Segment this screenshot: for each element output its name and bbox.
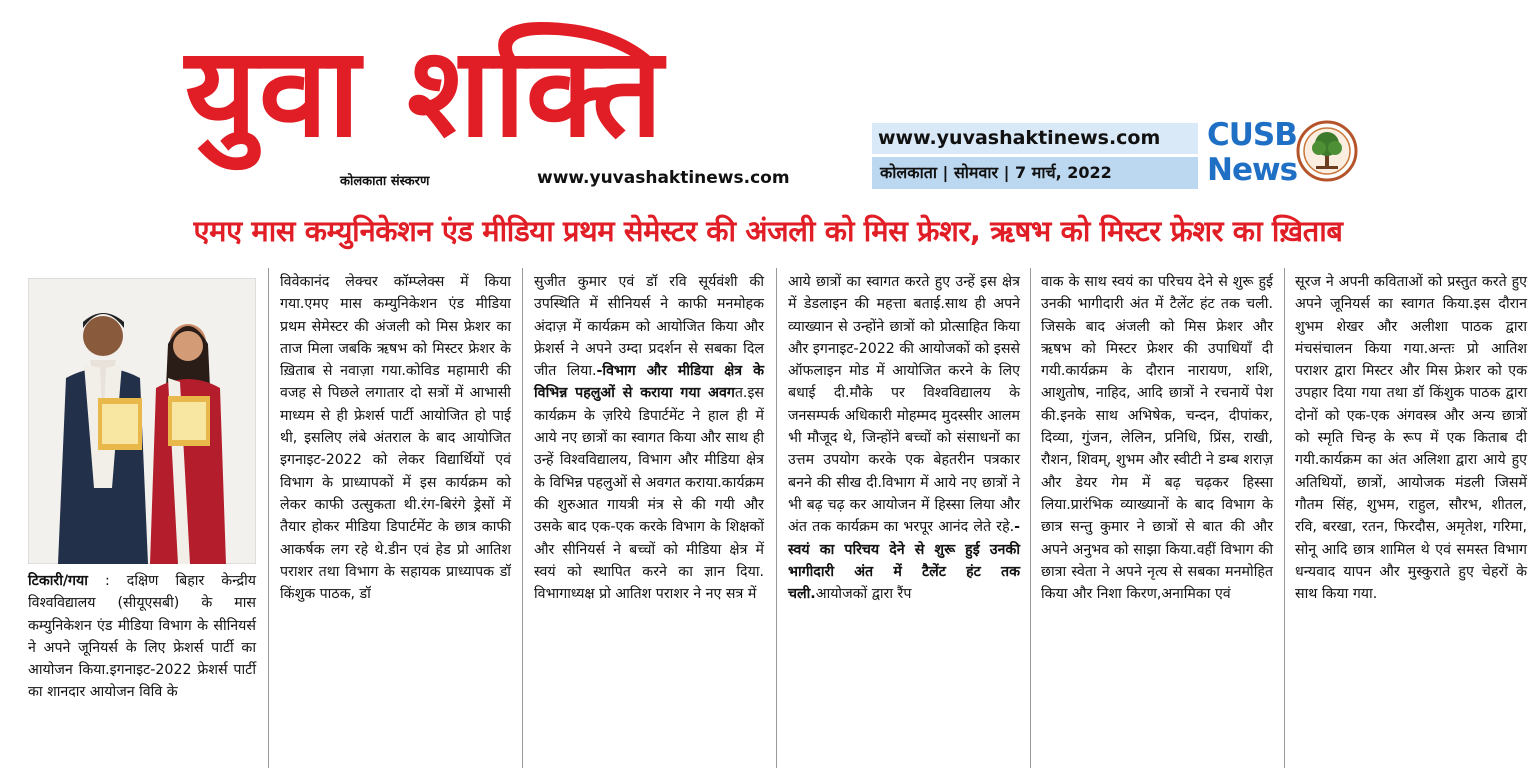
badge-line1: CUSB (1207, 117, 1297, 153)
newspaper-title: युवा शक्ति (185, 21, 665, 165)
article-column-2: विवेकानंद लेक्चर कॉम्प्लेक्स में किया गया.एमए मास कम्युनिकेशन एंड मीडिया प्रथम सेमेस्टर की अंजली को मिस फ्रेशर का ताज मिला जबकि ऋषभ को मिस्टर फ्रेशर के ख़िताब से नवाज़ा गया.कोविड महामारी की वजह से पिछले लगातार दो सत्रों में आभासी माध्यम से ही फ्रेशर्स पार्टी आयोजित हो पाई थी, इसलिए लंबे अंतराल के बाद आयोजित इगनाइट-2022 को लेकर विद्यार्थियों एवं विभाग के प्राध्यापकों में इस कार्यक्रम को लेकर काफी उत्सुकता थी.रंग-बिरंगे ड्रेसों में तैयार होकर मीडिया डिपार्टमेंट के छात्र काफी आकर्षक लग रहे थे.डीन एवं हेड प्रो आतिश पराशर तथा विभाग के सहायक प्राध्यापक डॉ किंशुक पाठक, डॉ (280, 274, 511, 603)
article-place-lead: टिकारी/गया (28, 573, 88, 589)
column-4-text-a: आये छात्रों का स्वागत करते हुए उन्हें इस क्षेत्र में डेडलाइन की महत्ता बताई.साथ ही अपने व्याख्यान से उन्होंने छात्रों को प्रोत्साहित किया और इगनाइट-2022 की आयोजकों को इससे ऑफलाइन मोड में आयोजित करने के लिए बधाई दी.मौके पर विश्वविद्यालय के जनसम्पर्क अधिकारी मोहम्मद मुदस्सीर आलम भी मौजूद थे, जिन्होंने बच्चों को संसाधनों का उत्तम उपयोग करके एक बेहतरीन पत्रकार बनने की सीख दी.विभाग में आये नए छात्रों ने भी बढ़ चढ़ कर आयोजन में हिस्सा लिया और अंत तक कार्यक्रम का भरपूर आनंद लेते रहे. (788, 274, 1020, 536)
article-column-6: सूरज ने अपनी कविताओं को प्रस्तुत करते हुए अपने जूनियर्स का स्वागत किया.इस दौरान शुभम शेखर और अलीशा पाठक द्वारा मंचसंचालन किया गया.अन्तः प्रो आतिश पराशर द्वारा मिस्टर और मिस फ्रेशर को एक उपहार दिया गया तथा डॉ किंशुक पाठक द्वारा दोनों को एक-एक अंगवस्त्र और अन्य छात्रों को स्मृति चिन्ह के रूप में एक किताब दी गयी.कार्यक्रम का अंत अलिशा द्वारा आये हुए अतिथियों, छात्रों, आयोजक मंडली जिसमें गौतम सिंह, शुभम, राहुल, सौरभ, शीतल, रवि, बरखा, रतन, फिरदौस, अमृतेश, गरिमा, सोनू आदि छात्र शामिल थे एवं समस्त विभाग धन्यवाद यापन और मुस्कुराते हुए चेहरों के साथ किया गया. (1295, 274, 1527, 603)
column-3-subhead: -विभाग और मीडिया क्षेत्र के विभिन्न पहलुओं से कराया गया अवग (534, 363, 764, 402)
article-column-5: वाक के साथ स्वयं का परिचय देने से शुरू हुई उनकी भागीदारी अंत में टैलेंट हंट तक चली. जिसके बाद अंजली को मिस फ्रेशर और ऋषभ को मिस्टर फ्रेशर की उपाधियाँ दी गयी.कार्यक्रम के दौरान नारायण, शशि, आशुतोष, नाहिद, आदि छात्रों ने रचनायें पेश की.इनके साथ अभिषेक, चन्दन, दीपांकर, दिव्या, गुंजन, लेलिन, प्रनिधि, प्रिंस, राखी, रौशन, शिवम्, शुभम और स्वीटी ने डम्ब शराज़ और डेयर गेम में बढ़ चढ़कर हिस्सा लिया.प्रारंभिक व्याख्यानों के बाद विभाग के छात्र सन्तु कुमार ने छात्रों से बात की और अपने अनुभव को साझा किया.वहीं विभाग की छात्रा स्वेता ने अपने नृत्य से सबका मनमोहित किया और निशा किरण,अनामिका एवं (1041, 274, 1273, 603)
top-website-band: www.yuvashaktinews.com (872, 123, 1198, 154)
badge-line2: News (1207, 152, 1298, 188)
column-3-text-b: त.इस कार्यक्रम के ज़रिये डिपार्टमेंट ने हाल ही में आये नए छात्रों का स्वागत किया और साथ ही उन्हें विश्वविद्यालय, विभाग और मीडिया क्षेत्र के विभिन्न पहलुओं से अवगत कराया.कार्यक्रम की शुरुआत गायत्री मंत्र से की गयी और उसके बाद एक-एक करके विभाग के शिक्षकों और सीनियर्स ने बच्चों को मीडिया क्षेत्र में स्वयं को स्थापित करने का ज्ञान दिया. विभागाध्यक्ष प्रो आतिश पराशर ने नए सत्र में (534, 385, 764, 603)
article-headline: एमए मास कम्युनिकेशन एंड मीडिया प्रथम सेमेस्टर की अंजली को मिस फ्रेशर, ऋषभ को मिस्टर फ्रेशर का ख़िताब (193, 214, 1343, 248)
column-divider (1030, 268, 1031, 768)
column-divider (776, 268, 777, 768)
masthead-website: www.yuvashaktinews.com (537, 168, 790, 188)
article-column-4 (788, 271, 1020, 605)
column-divider (522, 268, 523, 768)
university-seal-icon (1296, 120, 1358, 182)
column-divider (268, 268, 269, 768)
edition-label: कोलकाता संस्करण (340, 174, 430, 189)
column-1-text: : दक्षिण बिहार केन्द्रीय विश्वविद्यालय (सीयूएसबी) के मास कम्युनिकेशन एंड मीडिया विभाग के सीनियर्स ने अपने जूनियर्स के लिए फ्रेशर्स पार्टी का आयोजन किया.इगनाइट-2022 फ्रेशर्स पार्टी का शानदार आयोजन विवि के (28, 573, 256, 701)
column-4-subhead: -स्वयं का परिचय देने से शुरू हुई उनकी भागीदारी अंत में टैलेंट हंट तक चली. (788, 519, 1020, 603)
article-column-1 (28, 570, 256, 704)
dateline-band: कोलकाता | सोमवार | 7 मार्च, 2022 (872, 157, 1198, 189)
column-3-text-a: सुजीत कुमार एवं डॉ रवि सूर्यवंशी की उपस्थिति में सीनियर्स ने काफी मनमोहक अंदाज़ में कार्यक्रम को आयोजित किया और फ्रेशर्स ने अपने उम्दा प्रदर्शन से सबका दिल जीत लिया. (534, 274, 764, 380)
article-photo (28, 278, 256, 564)
cusb-news-badge (1207, 117, 1298, 188)
column-4-text-b: आयोजकों द्वारा रैंप (815, 586, 912, 603)
masthead (0, 0, 1536, 205)
column-divider (1284, 268, 1285, 768)
article-column-3 (534, 271, 764, 605)
